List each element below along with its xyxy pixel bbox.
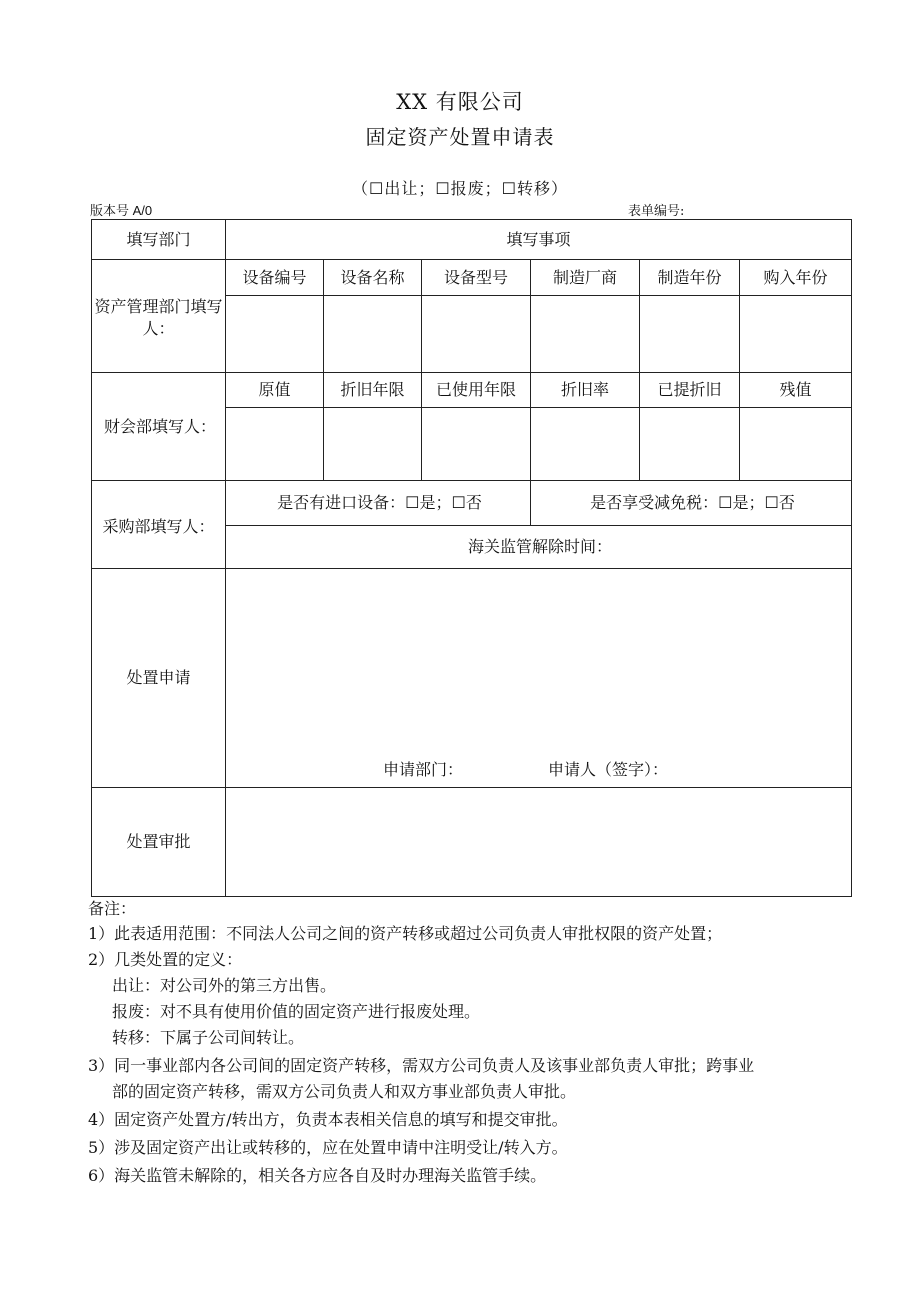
finance-input-5[interactable]: [640, 408, 740, 481]
import-equipment-question[interactable]: 是否有进口设备：☐是；☐否: [226, 481, 531, 526]
finance-header-2: 折旧年限: [324, 373, 422, 408]
finance-header-6: 残值: [740, 373, 852, 408]
disposal-approval-label: 处置审批: [92, 788, 226, 897]
note-2-scrap: 报废：对不具有使用价值的固定资产进行报废处理。: [112, 1002, 481, 1021]
company-name: XX 有限公司: [396, 90, 524, 114]
note-4: 4）固定资产处置方/转出方，负责本表相关信息的填写和提交审批。: [88, 1110, 568, 1129]
finance-input-1[interactable]: [226, 408, 324, 481]
disposal-request-area[interactable]: [226, 569, 852, 788]
asset-header-3: 设备型号: [422, 260, 531, 296]
asset-input-1[interactable]: [226, 296, 324, 373]
asset-input-2[interactable]: [324, 296, 422, 373]
asset-input-3[interactable]: [422, 296, 531, 373]
asset-header-2: 设备名称: [324, 260, 422, 296]
asset-mgmt-filler-label: [92, 260, 226, 373]
finance-header-5: 已提折旧: [640, 373, 740, 408]
asset-header-5: 制造年份: [640, 260, 740, 296]
version-number: 版本号 A/0: [90, 203, 153, 218]
form-number-label: 表单编号:: [628, 204, 685, 219]
tax-exemption-question[interactable]: 是否享受减免税：☐是；☐否: [531, 481, 852, 526]
form-title: 固定资产处置申请表: [365, 125, 555, 149]
note-2-transfer-out: 出让：对公司外的第三方出售。: [112, 976, 337, 995]
customs-release-time[interactable]: 海关监管解除时间：: [226, 526, 852, 569]
asset-mgmt-label-text: 资产管理部门填写人：: [94, 297, 223, 338]
note-2-move: 转移：下属子公司间转让。: [112, 1028, 305, 1047]
asset-input-4[interactable]: [531, 296, 640, 373]
purchase-filler-label: 采购部填写人：: [92, 481, 226, 569]
finance-input-4[interactable]: [531, 408, 640, 481]
asset-input-6[interactable]: [740, 296, 852, 373]
disposal-form-table: [91, 219, 852, 897]
note-3-line-1: 3）同一事业部内各公司间的固定资产转移，需双方公司负责人及该事业部负责人审批；跨事业: [88, 1056, 755, 1075]
header-items: 填写事项: [226, 220, 852, 260]
finance-input-3[interactable]: [422, 408, 531, 481]
finance-header-1: 原值: [226, 373, 324, 408]
apply-department-label: 申请部门：: [383, 760, 464, 779]
asset-input-5[interactable]: [640, 296, 740, 373]
note-3-line-2: 部的固定资产转移，需双方公司负责人和双方事业部负责人审批。: [112, 1082, 577, 1101]
finance-input-6[interactable]: [740, 408, 852, 481]
asset-header-4: 制造厂商: [531, 260, 640, 296]
applicant-signature-label: 申请人（签字）：: [548, 760, 669, 779]
note-2: 2）几类处置的定义：: [88, 950, 243, 969]
finance-header-3: 已使用年限: [422, 373, 531, 408]
header-dept: 填写部门: [92, 220, 226, 260]
finance-header-4: 折旧率: [531, 373, 640, 408]
notes-section: [88, 897, 878, 1189]
disposal-type-options: （☐出让；☐报废；☐转移）: [351, 179, 569, 198]
note-1: 1）此表适用范围：不同法人公司之间的资产转移或超过公司负责人审批权限的资产处置；: [88, 924, 723, 943]
asset-header-6: 购入年份: [740, 260, 852, 296]
note-6: 6）海关监管未解除的，相关各方应各自及时办理海关监管手续。: [88, 1166, 547, 1185]
finance-input-2[interactable]: [324, 408, 422, 481]
notes-heading: 备注：: [88, 899, 137, 918]
finance-filler-label: 财会部填写人：: [92, 373, 226, 481]
disposal-request-label: 处置申请: [92, 569, 226, 788]
asset-header-1: 设备编号: [226, 260, 324, 296]
disposal-approval-area[interactable]: [226, 788, 852, 897]
note-5: 5）涉及固定资产出让或转移的，应在处置申请中注明受让/转入方。: [88, 1138, 568, 1157]
